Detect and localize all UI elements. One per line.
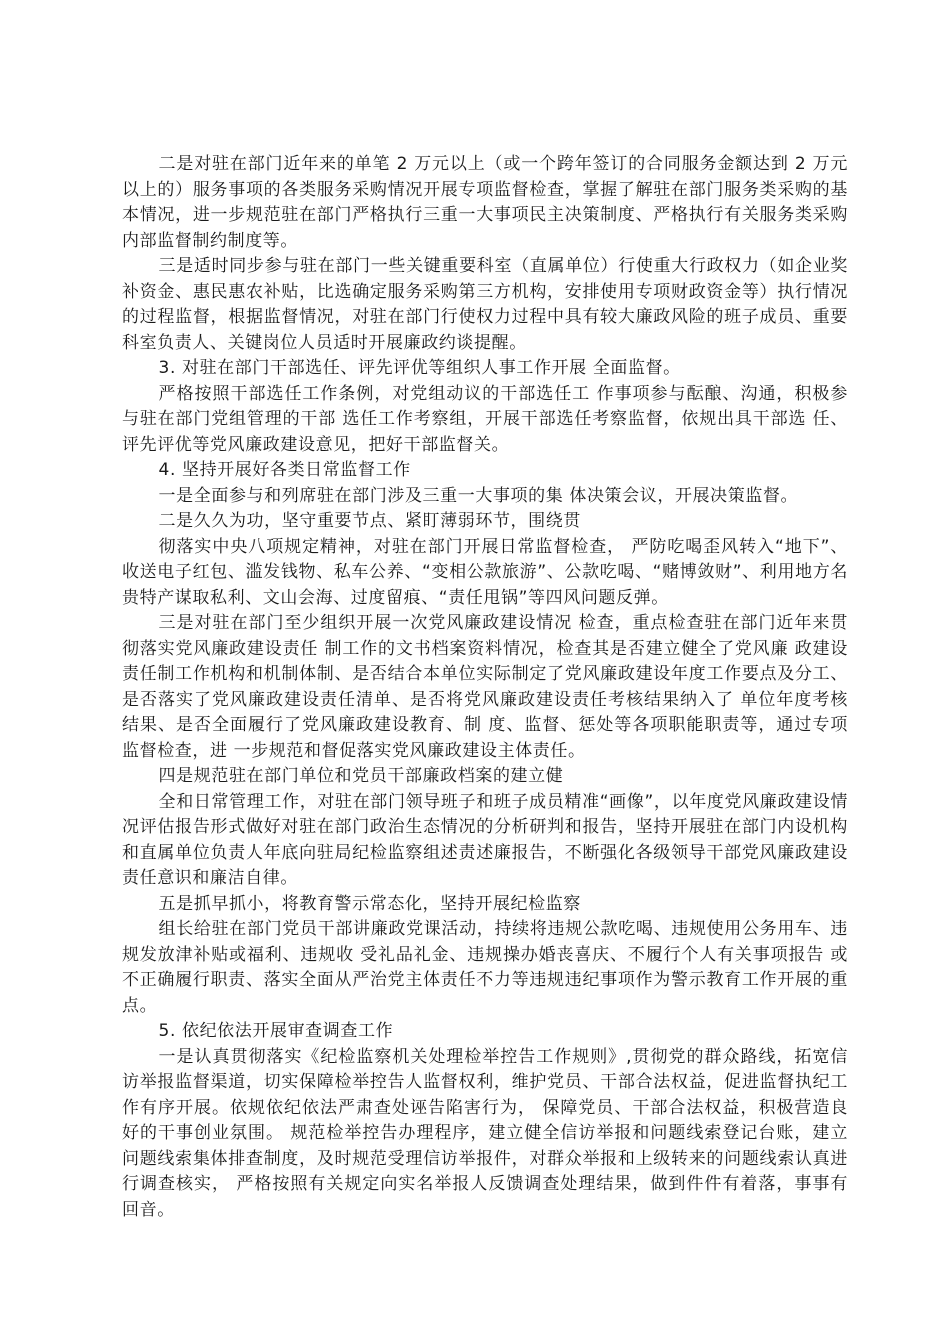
section-heading-4: 4. 坚持开展好各类日常监督工作 — [158, 460, 411, 480]
paragraph-service-procurement-inspection: 二是对驻在部门近年来的单笔 2 万元以上（或一个跨年签订的合同服务金额达到 2 万元以上的）服务事项的各类服务采购情况开展专项监督检查，掌握了解驻在部门服务类采购的基本情况，进一步规范驻在部门严格执行三重一大事项民主决策制度、严格执行有关服务类采购内部监督制约制度等。 — [122, 154, 848, 251]
paragraph-responsibility-inspection: 三是对驻在部门至少组织开展一次党风廉政建设情况 检查，重点检查驻在部门近年来贯彻落实党风廉政建设责任 制工作的文书档案资料情况，检查其是否建立健全了党风廉 政建设责任制工作机构和机制体制、是否结合本单位实际制定了党风廉政建设年度工作要点及分工、是否落实了党风廉政建设责任清单、是否将党风廉政建设责任考核结果纳入了 单位年度考核结果、是否全面履行了党风廉政建设教育、制 度、监督、惩处等各项职能职责等，通过专项监督检查，进 一步规范和督促落实党风廉政建设主体责任。 — [122, 613, 848, 761]
paragraph-petition-rules: 一是认真贯彻落实《纪检监察机关处理检举控告工作规则》,贯彻党的群众路线，拓宽信访举报监督渠道，切实保障检举控告人监督权利，维护党员、干部合法权益，促进监督执纪工作有序开展。依规依纪依法严肃查处诬告陷害行为， 保障党员、干部合法权益，积极营造良好的干事创业氛围。 规范检举控告办理程序，建立健全信访举报和问题线索登记台账，建立问题线索集体排查制度，及时规范受理信访举报件，对群众举报和上级转来的问题线索认真进行调查核实， 严格按照有关规定向实名举报人反馈调查处理结果，做到件件有着落，事事有回音。 — [122, 1046, 848, 1220]
paragraph-decision-supervision: 一是全面参与和列席驻在部门涉及三重一大事项的集 体决策会议，开展决策监督。 — [158, 485, 799, 506]
paragraph-key-nodes: 二是久久为功，坚守重要节点、紧盯薄弱环节，围绕贯 — [158, 511, 581, 531]
paragraph-integrity-archive: 四是规范驻在部门单位和党员干部廉政档案的建立健 — [158, 766, 564, 786]
paragraph-portrait-report: 全和日常管理工作，对驻在部门领导班子和班子成员精准“画像”，以年度党风廉政建设情况评估报告形式做好对驻在部门政治生态情况的分析研判和报告，坚持开展驻在部门内设机构和直属单位负责人年底向驻局纪检监察组述责述廉报告，不断强化各级领导干部党风廉政建设责任意识和廉洁自律。 — [122, 791, 848, 888]
paragraph-cadre-selection: 严格按照干部选任工作条例，对党组动议的干部选任工 作事项参与酝酿、沟通，积极参与驻在部门党组管理的干部 选任工作考察组，开展干部选任考察监督，依规出具干部选 任、评先评优等党风廉政建设意见，把好干部监督关。 — [122, 383, 848, 455]
section-heading-5: 5. 依纪依法开展审查调查工作 — [158, 1021, 394, 1041]
document-page — [122, 152, 848, 1223]
section-heading-3: 3. 对驻在部门干部选任、评先评优等组织人事工作开展 全面监督。 — [158, 358, 681, 378]
paragraph-party-lecture: 组长给驻在部门党员干部讲廉政党课活动，持续将违规公款吃喝、违规使用公务用车、违规发放津补贴或福利、违规收 受礼品礼金、违规操办婚丧喜庆、不履行个人有关事项报告 或不正确履行职责、落实全面从严治党主体责任不力等违规违纪事项作为警示教育工作开展的重点。 — [122, 919, 848, 1016]
paragraph-power-exercise-supervision: 三是适时同步参与驻在部门一些关键重要科室（直属单位）行使重大行政权力（如企业奖补资金、惠民惠农补贴，比选确定服务采购第三方机构，安排使用专项财政资金等）执行情况的过程监督，根据监督情况，对驻在部门行使权力过程中具有较大廉政风险的班子成员、重要科室负责人、关键岗位人员适时开展廉政约谈提醒。 — [122, 256, 848, 353]
paragraph-warning-education: 五是抓早抓小，将教育警示常态化，坚持开展纪检监察 — [158, 893, 581, 914]
paragraph-eight-rules: 彻落实中央八项规定精神，对驻在部门开展日常监督检查， 严防吃喝歪风转入“地下”、收送电子红包、滥发钱物、私车公养、“变相公款旅游”、公款吃喝、“赌博敛财”、利用地方名贵特产谋取私利、文山会海、过度留痕、“责任甩锅”等四风问题反弹。 — [122, 536, 848, 608]
